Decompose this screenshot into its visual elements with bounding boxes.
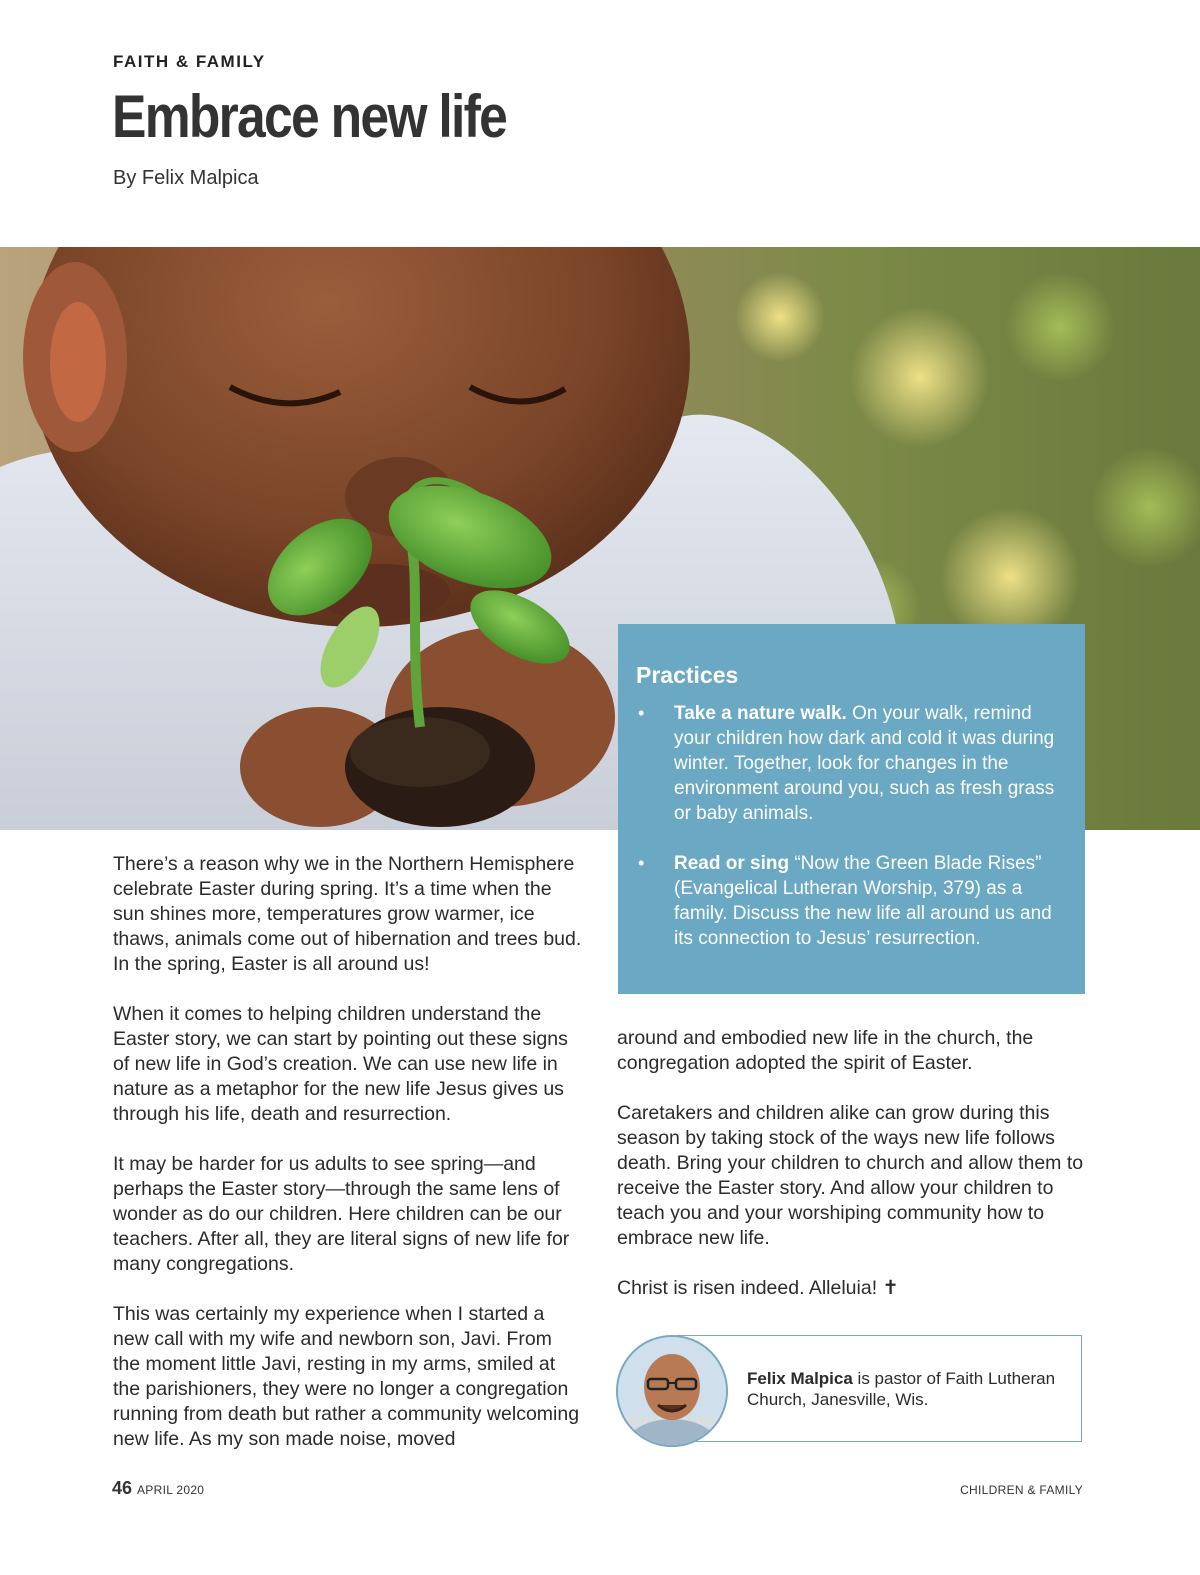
issue-date: APRIL 2020 — [137, 1483, 205, 1497]
practices-sidebar — [618, 624, 1085, 994]
author-description: is pastor of Faith Lutheran Church, Janesville, Wis. — [747, 1369, 1056, 1409]
author-name: Felix Malpica — [747, 1369, 853, 1388]
section-footer: CHILDREN & FAMILY — [960, 1483, 1083, 1497]
practices-list — [636, 701, 1061, 951]
closing-line: Christ is risen indeed. Alleluia! ✝ — [617, 1277, 899, 1299]
practice-item — [636, 701, 1061, 826]
practice-item-lead: Take a nature walk. — [674, 703, 847, 724]
body-column-left — [113, 852, 583, 1477]
practice-item-text: On your walk, remind your children how dark and cold it was during winter. Together, look for changes in the environment around you, such as fresh grass or baby animals. — [674, 703, 1055, 824]
page-number: 46 — [112, 1478, 133, 1498]
section-kicker: FAITH & FAMILY — [113, 52, 266, 71]
body-paragraph: It may be harder for us adults to see spring—and perhaps the Easter story—through the same lens of wonder as do our children. Here children can be our teachers. After all, they are literal signs of new life for many congregations. — [113, 1153, 570, 1275]
author-avatar — [616, 1335, 728, 1447]
author-bio — [747, 1368, 1077, 1410]
body-column-right — [617, 1026, 1087, 1326]
practice-item-lead: Read or sing — [674, 853, 790, 874]
practice-item — [636, 851, 1061, 951]
body-paragraph: There’s a reason why we in the Northern Hemisphere celebrate Easter during spring. It’s a time when the sun shines more, temperatures grow warmer, ice thaws, animals come out of hibernation and trees bud. In the spring, Easter is all around us! — [113, 853, 582, 975]
byline: By Felix Malpica — [113, 167, 259, 189]
body-paragraph: Caretakers and children alike can grow during this season by taking stock of the ways new life follows death. Bring your children to church and allow them to receive the Easter story. And allow your children to teach you and your worshiping community how to embrace new life. — [617, 1102, 1084, 1249]
article-title: Embrace new life — [112, 83, 507, 150]
practice-item-text: “Now the Green Blade Rises” (Evangelical Lutheran Worship, 379) as a family. Discuss the new life all around us and its connection to Jesus’ resurrection. — [674, 853, 1052, 949]
body-paragraph: around and embodied new life in the church, the congregation adopted the spirit of Easter. — [617, 1027, 1034, 1074]
body-paragraph: This was certainly my experience when I started a new call with my wife and newborn son, Javi. From the moment little Javi, resting in my arms, smiled at the parishioners, they were no longer a congregation running from death but rather a community welcoming new life. As my son made noise, moved — [113, 1303, 580, 1450]
body-paragraph: When it comes to helping children understand the Easter story, we can start by pointing out these signs of new life in God’s creation. We can use new life in nature as a metaphor for the new life Jesus gives us through his life, death and resurrection. — [113, 1003, 568, 1125]
practices-heading: Practices — [636, 662, 739, 688]
